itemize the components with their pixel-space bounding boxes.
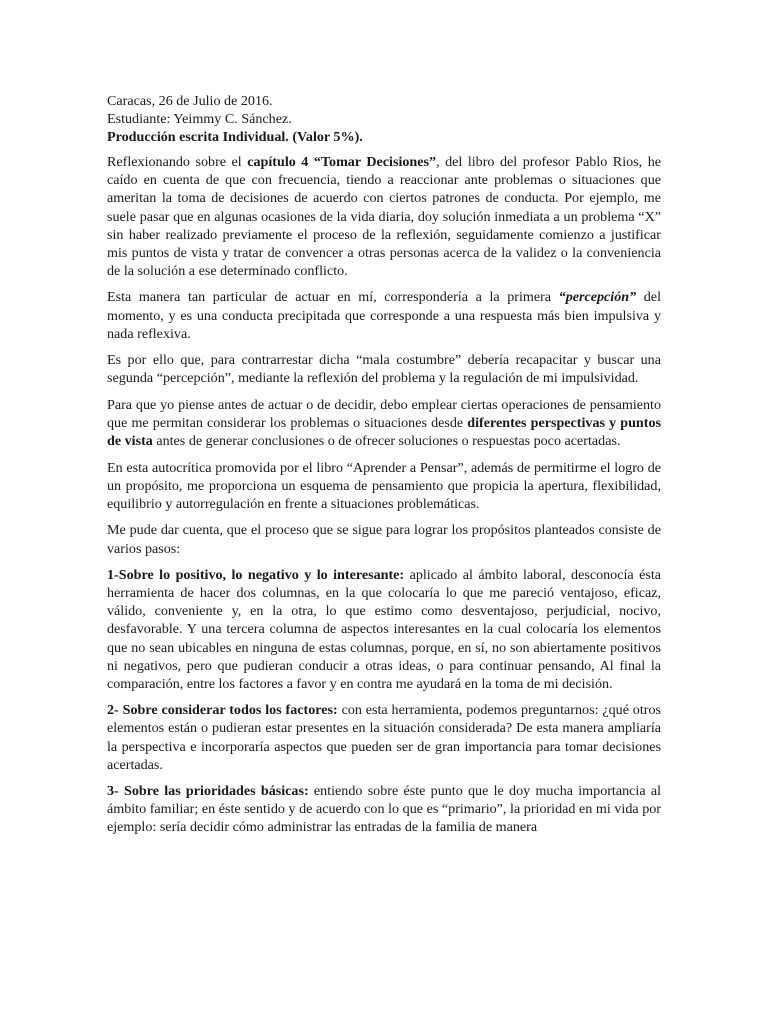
document-page [107, 92, 661, 845]
paragraph-reflection [107, 153, 661, 280]
step-2-heading: 2- Sobre considerar todos los factores: [107, 702, 338, 719]
paragraph-text: Para que yo piense antes de actuar o de decidir, debo emplear ciertas operaciones de pensamiento que me permitan considerar los problemas o situaciones desde [107, 396, 661, 431]
chapter-reference: capítulo 4 “Tomar Decisiones” [247, 154, 437, 171]
paragraph-steps-intro [107, 521, 661, 557]
paragraph-step-3 [107, 782, 661, 836]
paragraph-text: con esta herramienta, podemos preguntarnos: ¿qué otros elementos están o pudieran estar presentes en la situación considerada? De esta manera ampliaría la perspectiva e incorporaría aspectos que pueden ser de gran importancia para tomar decisiones acertadas. [107, 702, 661, 773]
step-3-heading: 3- Sobre las prioridades básicas: [107, 783, 309, 800]
emphasis-perspectives: diferentes perspectivas y puntos de vista [107, 415, 661, 450]
paragraph-counteract [107, 351, 661, 387]
step-1-heading: 1-Sobre lo positivo, lo negativo y lo interesante: [107, 567, 405, 584]
paragraph-text: , del libro del profesor Pablo Rios, he caído en cuenta de que con frecuencia, tiendo a reaccionar ante problemas o situaciones que ameritan la toma de decisiones de acuerdo con ciertos patrones de conducta. Por ejemplo, me suele pasar que en algunas ocasiones de la vida diaria, doy solución inmediata a un problema “X” sin haber realizado previamente el proceso de la reflexión, seguidamente comienzo a justificar mis puntos de vista y tratar de convencer a otras personas acerca de la validez o la conveniencia de la solución a ese determinado conflicto. [107, 154, 662, 279]
paragraph-text: del momento, y es una conducta precipitada que corresponde a una respuesta más bien impulsiva y nada reflexiva. [107, 289, 661, 342]
paragraph-text: En esta autocrítica promovida por el libro “Aprender a Pensar”, además de permitirme el logro de un propósito, me proporciona un esquema de pensamiento que propicia la apertura, flexibilidad, equilibrio y autorregulación en frente a situaciones problemáticas. [107, 459, 661, 512]
emphasis-perception: “percepción” [558, 289, 637, 306]
paragraph-text: Reflexionando sobre el [107, 154, 248, 171]
paragraph-text: Me pude dar cuenta, que el proceso que se sigue para lograr los propósitos planteados consiste de varios pasos: [107, 522, 661, 557]
document-title: Producción escrita Individual. (Valor 5%). [107, 129, 363, 146]
paragraph-selfcritique [107, 459, 661, 513]
paragraph-text: entiendo sobre éste punto que le doy mucha importancia al ámbito familiar; en éste sentido y de acuerdo con lo que es “primario”, la prioridad en mi vida por ejemplo: sería decidir cómo administrar las entradas de la familia de manera [107, 783, 662, 836]
paragraph-step-1 [107, 566, 661, 693]
paragraph-text: antes de generar conclusiones o de ofrecer soluciones o respuestas poco acertadas. [152, 433, 621, 450]
paragraph-thinking [107, 396, 661, 450]
paragraph-step-2 [107, 701, 661, 773]
paragraph-text: aplicado al ámbito laboral, desconocía ésta herramienta de hacer dos columnas, en la que colocaría lo que me pareció ventajoso, eficaz, válido, conveniente y, en la otra, lo que estimo como desventajoso, perjudicial, nocivo, desfavorable. Y una tercera columna de aspectos interesantes en la cual colocaría los elementos que no sean ubicables en ninguna de estas columnas, porque, en sí, no son abiertamente positivos ni negativos, pero que pudieran conducir a otras ideas, o para continuar pensando, Al final la comparación, entre los factores a favor y en contra me ayudará en la toma de mi decisión. [107, 567, 661, 692]
student-line: Estudiante: Yeimmy C. Sánchez. [107, 111, 292, 128]
paragraph-text: Esta manera tan particular de actuar en mí, correspondería a la primera [107, 289, 559, 306]
paragraph-perception [107, 288, 661, 342]
date-line: Caracas, 26 de Julio de 2016. [107, 93, 273, 109]
paragraph-text: Es por ello que, para contrarrestar dicha “mala costumbre” debería recapacitar y buscar una segunda “percepción”, mediante la reflexión del problema y la regulación de mi impulsividad. [107, 352, 661, 387]
